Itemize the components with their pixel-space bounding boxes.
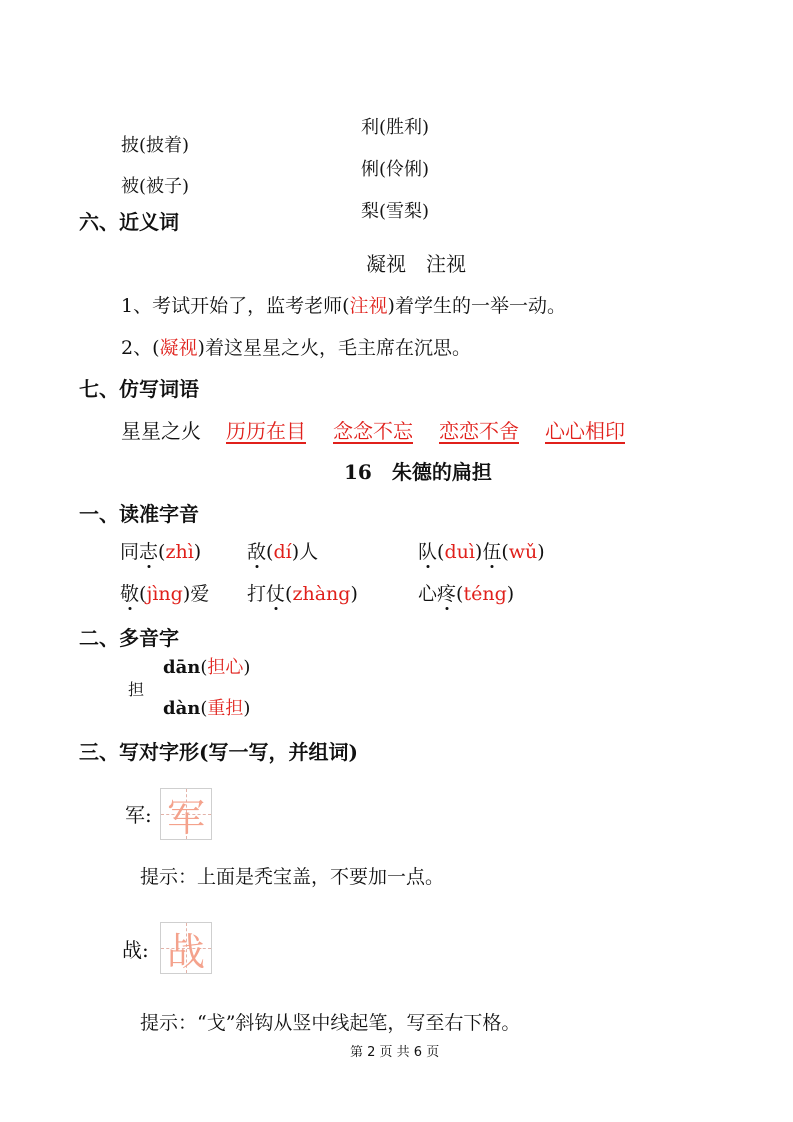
synonym-words: 凝视 注视 <box>366 252 466 276</box>
section-imitate-title: 七、仿写词语 <box>79 377 199 401</box>
pron-tongzhi: 同志(zhì) <box>120 541 202 563</box>
pron-dazhang: 打仗(zhàng) <box>247 583 358 605</box>
synonym-sentence-2: 2、(凝视)着这星星之火，毛主席在沉思。 <box>121 337 471 359</box>
imitate-answer-4: 心心相印 <box>545 419 625 443</box>
section-polyphone-title: 二、多音字 <box>79 626 179 650</box>
writing-label-zhan: 战: <box>122 938 149 962</box>
answer-zhushi: 注视 <box>349 295 388 317</box>
writing-tip-jun: 提示：上面是秃宝盖，不要加一点。 <box>140 866 445 888</box>
page-footer: 第 2 页 共 6 页 <box>350 1045 440 1060</box>
polyphone-reading-1: dān(担心) <box>163 657 251 678</box>
section-writing-title: 三、写对字形(写一写，并组词) <box>79 740 358 764</box>
imitate-answer-2: 念念不忘 <box>333 419 413 443</box>
pron-xinteng: 心疼(téng) <box>418 583 515 605</box>
writing-tip-zhan: 提示：“戈”斜钩从竖中线起笔，写至右下格。 <box>140 1012 521 1034</box>
polyphone-char: 担 <box>128 680 145 699</box>
synonym-sentence-1: 1、考试开始了，监考老师(注视)着学生的一举一动。 <box>121 295 566 317</box>
word-li2: 俐(伶俐) <box>361 159 430 180</box>
section-synonyms-title: 六、近义词 <box>79 210 179 234</box>
imitate-answer-3: 恋恋不舍 <box>439 419 519 443</box>
polyphone-reading-2: dàn(重担) <box>163 698 251 719</box>
word-li1: 利(胜利) <box>361 117 430 138</box>
lesson-title: 16 朱德的扁担 <box>344 460 492 484</box>
answer-ningshi: 凝视 <box>159 337 198 359</box>
writing-grid-zhan: 战 <box>160 922 212 974</box>
pron-diren: 敌(dí)人 <box>247 541 319 563</box>
word-li3: 梨(雪梨) <box>361 201 430 222</box>
pron-jingai: 敬(jìng)爱 <box>120 583 210 605</box>
imitate-base-word: 星星之火 <box>121 419 201 443</box>
writing-label-jun: 军: <box>125 803 152 827</box>
pron-duiwu: 队(duì)伍(wǔ) <box>418 541 545 563</box>
writing-grid-jun: 军 <box>160 788 212 840</box>
section-pronunciation-title: 一、读准字音 <box>79 502 199 526</box>
word-bei: 被(被子) <box>121 176 190 197</box>
imitate-answer-1: 历历在目 <box>226 419 306 443</box>
word-pi: 披(披着) <box>121 135 190 156</box>
